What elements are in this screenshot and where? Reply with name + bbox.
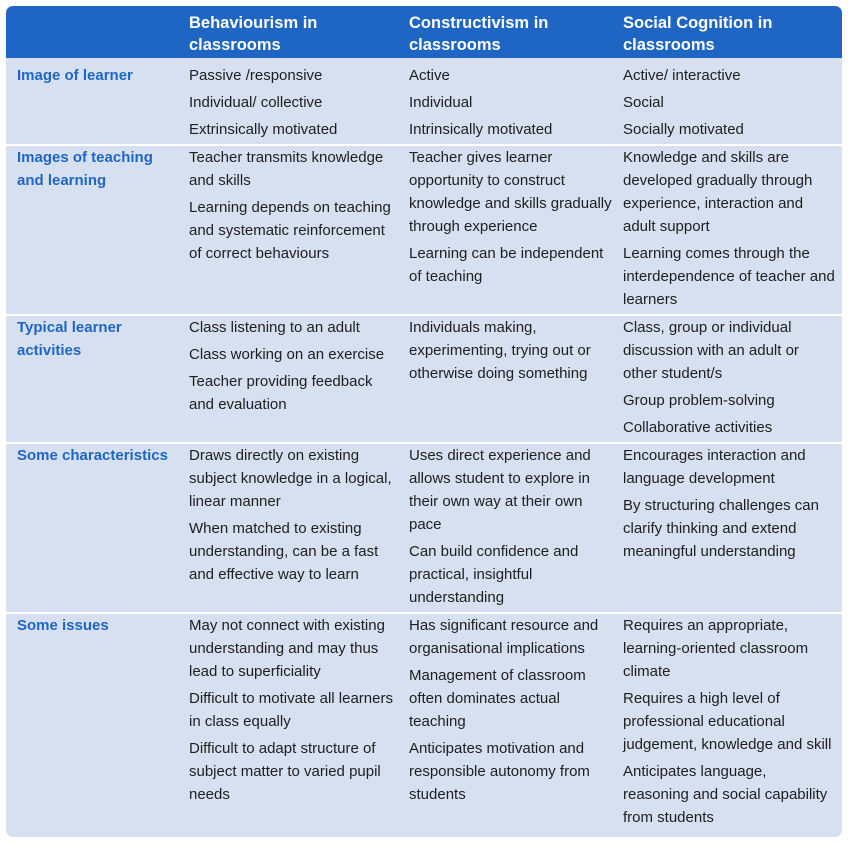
cell-behaviourism [189, 316, 401, 420]
cell-item: Passive /responsive [189, 67, 323, 84]
cell-item: Has significant resource and organisational implications [409, 617, 599, 657]
cell-item: Class, group or individual discussion with an adult or other student/s [623, 319, 799, 382]
cell-item: Knowledge and skills are developed gradually through experience, interaction and adult support [623, 149, 813, 235]
cell-item: Learning can be independent of teaching [409, 245, 604, 285]
cell-item: Active [409, 67, 450, 84]
cell-item: Individual/ collective [189, 94, 323, 111]
cell-behaviourism [189, 614, 401, 810]
cell-item: Requires a high level of professional educational judgement, knowledge and skill [623, 690, 832, 753]
row-label: Some characteristics [17, 447, 168, 464]
cell-social [623, 444, 835, 567]
cell-constructivism [409, 146, 615, 292]
cell-constructivism [409, 316, 615, 389]
cell-item: Draws directly on existing subject knowledge in a logical, linear manner [189, 447, 392, 510]
cell-item: Difficult to motivate all learners in class equally [189, 690, 393, 730]
cell-item: May not connect with existing understanding and may thus lead to superficiality [189, 617, 385, 680]
cell-social [623, 614, 835, 833]
cell-item: Class listening to an adult [189, 319, 360, 336]
cell-behaviourism [189, 64, 401, 145]
cell-item: By structuring challenges can clarify thinking and extend meaningful understanding [623, 497, 819, 560]
row-divider [6, 612, 842, 614]
cell-item: Intrinsically motivated [409, 121, 553, 138]
row-divider [6, 144, 842, 146]
cell-item: Active/ interactive [623, 67, 741, 84]
cell-constructivism [409, 614, 615, 810]
cell-constructivism [409, 444, 615, 613]
cell-item: Requires an appropriate, learning-oriented classroom climate [623, 617, 809, 680]
cell-item: Collaborative activities [623, 419, 773, 436]
row-label: Typical learner activities [17, 319, 122, 359]
cell-item: When matched to existing understanding, can be a fast and effective way to learn [189, 520, 379, 583]
row-divider [6, 314, 842, 316]
cell-item: Encourages interaction and language development [623, 447, 806, 487]
cell-item: Management of classroom often dominates actual teaching [409, 667, 586, 730]
cell-item: Teacher gives learner opportunity to construct knowledge and skills gradually through experience [409, 149, 612, 235]
cell-item: Anticipates motivation and responsible autonomy from students [409, 740, 590, 803]
row-label: Some issues [17, 617, 109, 634]
cell-item: Can build confidence and practical, insightful understanding [409, 543, 579, 606]
cell-social [623, 64, 835, 145]
cell-item: Learning comes through the interdependence of teacher and learners [623, 245, 835, 308]
row-label: Image of learner [17, 67, 133, 84]
comparison-table [6, 6, 842, 837]
cell-item: Group problem-solving [623, 392, 775, 409]
cell-item: Socially motivated [623, 121, 744, 138]
cell-item: Anticipates language, reasoning and social capability from students [623, 763, 828, 826]
cell-social [623, 146, 835, 315]
cell-behaviourism [189, 444, 401, 590]
cell-item: Class working on an exercise [189, 346, 385, 363]
cell-item: Individuals making, experimenting, trying out or otherwise doing something [409, 319, 591, 382]
cell-item: Extrinsically motivated [189, 121, 338, 138]
cell-item: Uses direct experience and allows student to explore in their own way at their own pace [409, 447, 591, 533]
cell-item: Teacher providing feedback and evaluation [189, 373, 373, 413]
cell-item: Teacher transmits knowledge and skills [189, 149, 384, 189]
header-constructivism: Constructivism in classrooms [409, 14, 549, 54]
cell-item: Learning depends on teaching and systematic reinforcement of correct behaviours [189, 199, 391, 262]
cell-item: Individual [409, 94, 473, 111]
cell-item: Social [623, 94, 664, 111]
cell-item: Difficult to adapt structure of subject matter to varied pupil needs [189, 740, 381, 803]
table-header [6, 6, 842, 58]
header-behaviourism: Behaviourism in classrooms [189, 14, 318, 54]
row-divider [6, 442, 842, 444]
row-label: Images of teaching and learning [17, 149, 153, 189]
cell-behaviourism [189, 146, 401, 269]
cell-constructivism [409, 64, 615, 145]
cell-social [623, 316, 835, 443]
header-social-cognition: Social Cognition in classrooms [623, 14, 773, 54]
